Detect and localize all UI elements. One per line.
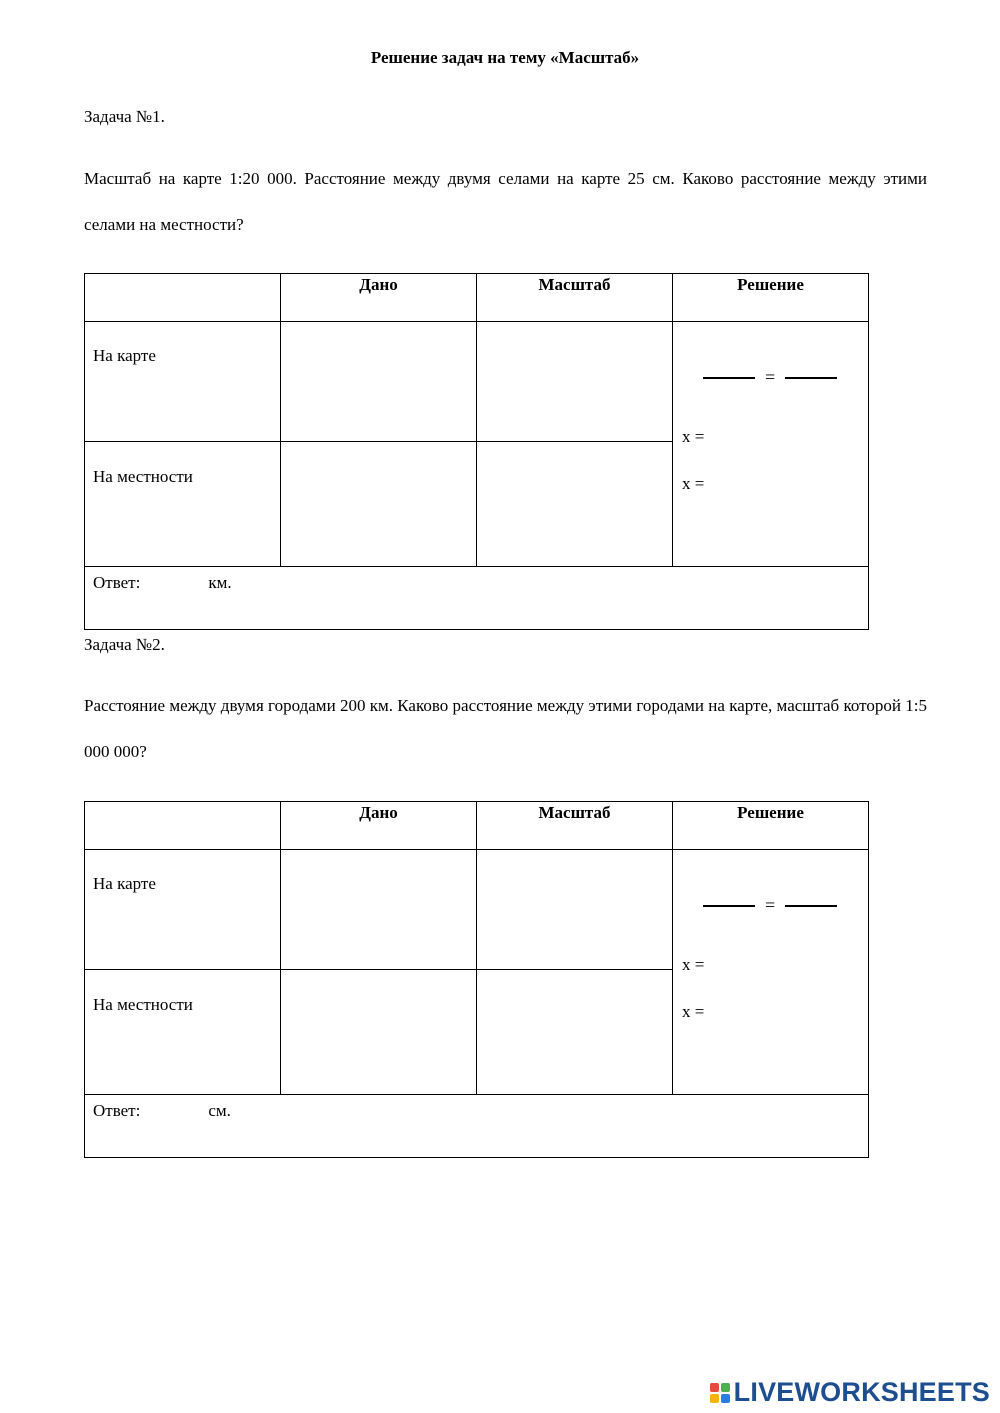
fraction-line-right[interactable]: [785, 905, 837, 907]
header-empty: [85, 802, 281, 850]
x-equation-2: x =: [682, 1002, 705, 1021]
page-title: Решение задач на тему «Масштаб»: [370, 48, 640, 67]
task-2-text: Расстояние между двумя городами 200 км. Каково расстояние между этими городами на карте, масштаб которой 1:5 000 000?: [84, 696, 927, 761]
given-map-cell[interactable]: [281, 322, 477, 442]
task-1-table: [84, 273, 869, 630]
proportion: [703, 895, 837, 916]
given-ground-cell[interactable]: [281, 442, 477, 567]
header-given: Дано: [281, 274, 477, 322]
proportion: [703, 367, 837, 388]
scale-ground-cell[interactable]: [477, 442, 673, 567]
answer-row: [85, 567, 869, 630]
x-equation-1: x =: [682, 955, 705, 974]
fraction-line-left[interactable]: [703, 905, 755, 907]
liveworksheets-logo-icon: [710, 1383, 730, 1403]
task-1-text: Масштаб на карте 1:20 000. Расстояние между двумя селами на карте 25 см. Каково расстояние между этими селами на местности?: [84, 169, 927, 234]
task-1-label: Задача №1.: [84, 107, 165, 126]
equals-sign: =: [765, 367, 776, 387]
scale-ground-cell[interactable]: [477, 970, 673, 1095]
x-equation-2: x =: [682, 474, 705, 493]
fraction-line-left[interactable]: [703, 377, 755, 379]
scale-map-cell[interactable]: [477, 850, 673, 970]
task-2-label: Задача №2.: [84, 635, 165, 654]
x-equation-1: x =: [682, 427, 705, 446]
header-scale: Масштаб: [477, 274, 673, 322]
task-2-table: [84, 801, 869, 1158]
answer-label: Ответ:: [93, 573, 141, 592]
answer-unit: км.: [208, 573, 232, 592]
answer-label: Ответ:: [93, 1101, 141, 1120]
row-label-ground: На местности: [85, 442, 281, 567]
given-ground-cell[interactable]: [281, 970, 477, 1095]
row-label-map: На карте: [85, 850, 281, 970]
header-solution: Решение: [673, 802, 869, 850]
solution-cell: [673, 322, 869, 567]
header-empty: [85, 274, 281, 322]
given-map-cell[interactable]: [281, 850, 477, 970]
answer-unit: см.: [208, 1101, 231, 1120]
header-given: Дано: [281, 802, 477, 850]
header-scale: Масштаб: [477, 802, 673, 850]
header-solution: Решение: [673, 274, 869, 322]
equals-sign: =: [765, 895, 776, 915]
logo-text: LIVEWORKSHEETS: [733, 1377, 990, 1407]
scale-map-cell[interactable]: [477, 322, 673, 442]
answer-row: [85, 1095, 869, 1158]
fraction-line-right[interactable]: [785, 377, 837, 379]
row-label-map: На карте: [85, 322, 281, 442]
liveworksheets-logo: [710, 1377, 990, 1408]
row-label-ground: На местности: [85, 970, 281, 1095]
solution-cell: [673, 850, 869, 1095]
